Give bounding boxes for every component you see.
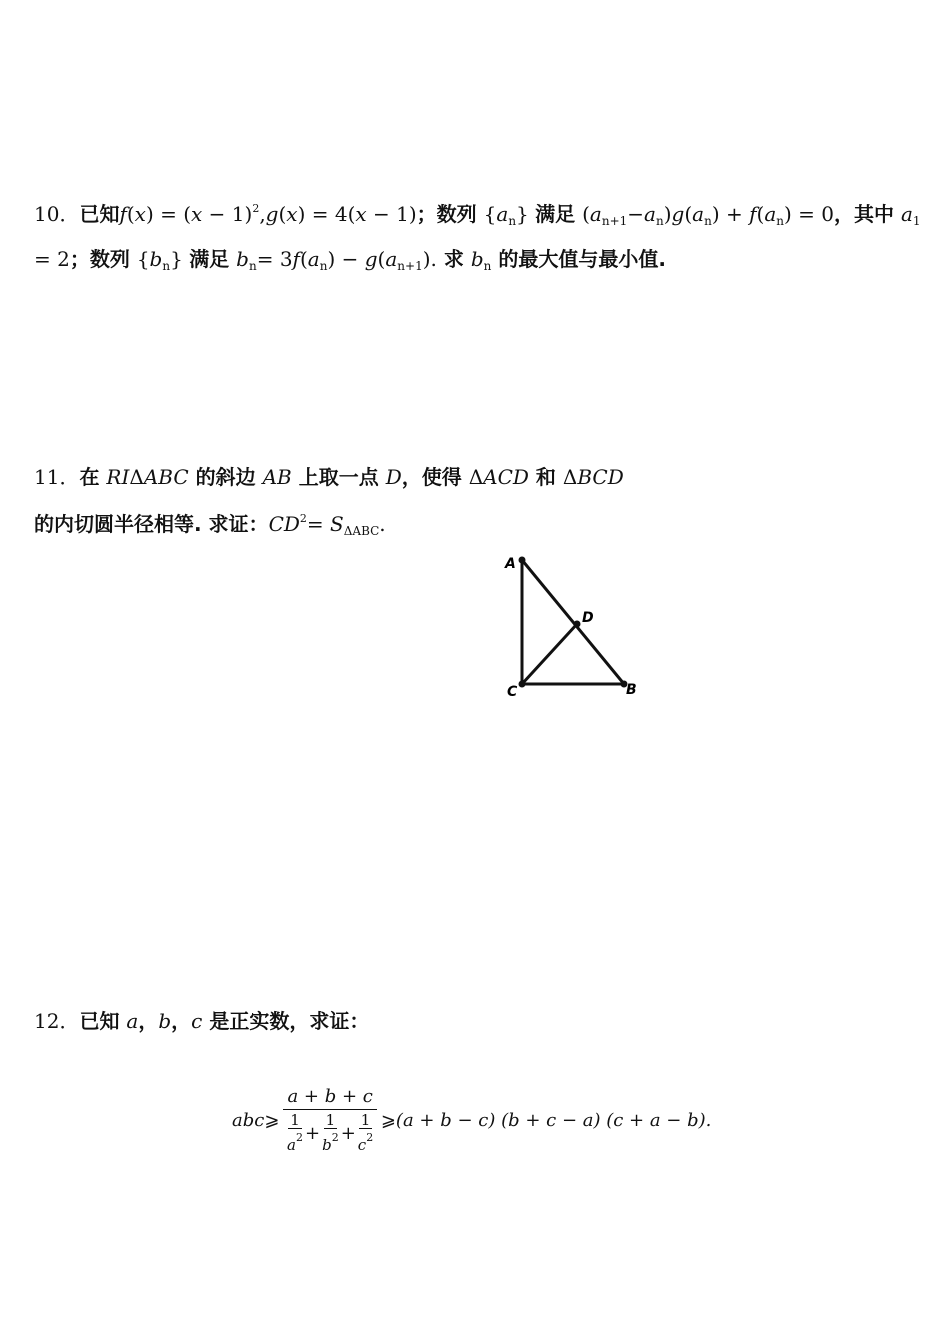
problem-10-text-2 bbox=[34, 247, 666, 271]
math-segment: , bbox=[259, 202, 266, 226]
math-segment: b bbox=[236, 247, 249, 271]
problem-10-line-1 bbox=[34, 198, 921, 228]
math-segment: n+1 bbox=[601, 214, 628, 228]
text-segment: 求 bbox=[436, 247, 471, 271]
inequality-formula bbox=[232, 1086, 711, 1154]
math-segment: f bbox=[119, 202, 127, 226]
math-segment: b bbox=[149, 247, 163, 271]
problem-10-number: 10． bbox=[34, 202, 80, 226]
math-segment: = bbox=[306, 512, 331, 536]
text-segment: 已知 bbox=[79, 1009, 127, 1033]
formula-fraction bbox=[283, 1086, 376, 1154]
formula-rhs: (a + b − c) (b + c − a) (c + a − b). bbox=[395, 1109, 712, 1131]
math-segment: n+1 bbox=[397, 259, 423, 273]
math-segment: ) bbox=[663, 202, 672, 226]
text-segment: ， bbox=[171, 1009, 192, 1033]
problem-11-number: 11． bbox=[34, 465, 80, 489]
math-segment: f bbox=[292, 247, 300, 271]
math-segment: n bbox=[319, 259, 328, 273]
math-segment: a bbox=[692, 202, 705, 226]
formula-geq-1: ⩾ bbox=[264, 1109, 280, 1131]
formula-lhs: abc bbox=[232, 1109, 265, 1131]
math-segment: n bbox=[776, 214, 784, 228]
math-segment: x bbox=[286, 202, 298, 226]
math-segment: a bbox=[900, 202, 913, 226]
math-segment: − bbox=[627, 202, 645, 226]
text-segment: 在 bbox=[79, 465, 107, 489]
math-segment: a bbox=[126, 1009, 139, 1033]
text-segment: ，使得 bbox=[401, 465, 469, 489]
math-segment: b bbox=[158, 1009, 172, 1033]
math-segment: ΔABC bbox=[343, 524, 380, 538]
math-segment: f bbox=[749, 202, 757, 226]
math-segment: − 1) bbox=[366, 202, 417, 226]
math-segment: } bbox=[516, 202, 536, 226]
math-segment: x bbox=[134, 202, 146, 226]
math-segment: n bbox=[655, 214, 664, 228]
problem-10-line-2 bbox=[34, 243, 666, 273]
math-segment: { bbox=[483, 202, 497, 226]
math-segment: ( bbox=[126, 202, 135, 226]
text-segment: 是正实数，求证： bbox=[202, 1009, 370, 1033]
problem-12-number: 12． bbox=[34, 1009, 80, 1033]
math-segment: x bbox=[191, 202, 203, 226]
text-segment: ，其中 bbox=[834, 202, 901, 226]
point-c bbox=[519, 681, 526, 688]
problem-11-line-1 bbox=[34, 461, 624, 490]
problem-12-text-1 bbox=[79, 1009, 369, 1033]
math-segment: AB bbox=[262, 465, 292, 489]
math-segment: c bbox=[191, 1009, 203, 1033]
math-segment: RI bbox=[106, 465, 130, 489]
math-segment: BCD bbox=[577, 465, 624, 489]
plus-2: + bbox=[340, 1122, 356, 1144]
label-d: D bbox=[582, 610, 594, 626]
text-segment: 上取一点 bbox=[291, 465, 386, 489]
math-segment: = 3 bbox=[256, 247, 293, 271]
math-segment: ( bbox=[299, 247, 308, 271]
math-segment: g bbox=[265, 202, 279, 226]
math-segment: a bbox=[496, 202, 509, 226]
math-segment: CD bbox=[268, 512, 300, 536]
math-segment: D bbox=[385, 465, 402, 489]
triangle-figure bbox=[498, 552, 648, 702]
math-segment: ) = 0 bbox=[784, 202, 834, 226]
math-segment: − 1) bbox=[202, 202, 253, 226]
math-segment: ) = 4( bbox=[297, 202, 356, 226]
math-segment: ABC bbox=[143, 465, 189, 489]
problem-11-line-2 bbox=[34, 508, 386, 538]
math-segment: n bbox=[704, 214, 712, 228]
problem-12-line-1 bbox=[34, 1005, 369, 1034]
math-segment: b bbox=[470, 247, 484, 271]
math-segment: ( bbox=[684, 202, 693, 226]
point-a bbox=[519, 557, 526, 564]
math-segment: ) − bbox=[327, 247, 365, 271]
problem-10-text-1 bbox=[79, 202, 920, 226]
text-segment: 的斜边 bbox=[188, 465, 263, 489]
math-segment: n bbox=[248, 259, 257, 273]
math-segment: n bbox=[162, 259, 171, 273]
math-segment: { bbox=[136, 247, 150, 271]
math-segment: ) = ( bbox=[145, 202, 192, 226]
math-segment: a bbox=[307, 247, 320, 271]
math-segment: a bbox=[644, 202, 656, 226]
fraction-denominator bbox=[285, 1110, 375, 1154]
math-segment: n bbox=[508, 214, 517, 228]
text-segment: 满足 bbox=[535, 202, 583, 226]
text-segment: ， bbox=[138, 1009, 159, 1033]
math-segment: = 2 bbox=[34, 247, 70, 271]
text-segment: 已知 bbox=[79, 202, 120, 226]
problem-11-text-1 bbox=[79, 465, 623, 489]
fraction-numerator: a + b + c bbox=[283, 1086, 376, 1110]
math-segment: Δ bbox=[468, 465, 484, 489]
label-a: A bbox=[505, 556, 516, 572]
formula-geq-2: ⩾ bbox=[380, 1109, 396, 1131]
math-segment: ( bbox=[278, 202, 287, 226]
reciprocal-c2: $\frac{1}{c^2}$ bbox=[357, 1111, 374, 1154]
math-segment: Δ bbox=[562, 465, 578, 489]
label-b: B bbox=[626, 682, 637, 698]
math-segment: x bbox=[355, 202, 367, 226]
text-segment: 和 bbox=[528, 465, 563, 489]
math-segment: a bbox=[764, 202, 777, 226]
label-c: C bbox=[507, 684, 518, 700]
text-segment: 的内切圆半径相等. 求证： bbox=[34, 512, 269, 536]
math-segment: a bbox=[589, 202, 602, 226]
reciprocal-b2: $\frac{1}{b^2}$ bbox=[322, 1111, 339, 1154]
math-segment: ACD bbox=[483, 465, 529, 489]
math-segment: S bbox=[330, 512, 344, 536]
math-segment: Δ bbox=[129, 465, 144, 489]
math-segment: 2 bbox=[299, 512, 307, 525]
math-segment: a bbox=[385, 247, 398, 271]
math-segment: ( bbox=[582, 202, 590, 226]
math-segment: 1 bbox=[912, 214, 921, 228]
math-segment: 2 bbox=[252, 202, 260, 215]
math-segment: ( bbox=[756, 202, 765, 226]
problem-11-text-2 bbox=[34, 512, 386, 536]
point-d bbox=[574, 621, 581, 628]
math-segment: } bbox=[170, 247, 190, 271]
math-segment: ) + bbox=[711, 202, 750, 226]
text-segment: 满足 bbox=[189, 247, 237, 271]
reciprocal-a2: 1 $a^2$ bbox=[287, 1111, 303, 1154]
text-segment: ；数列 bbox=[416, 202, 484, 226]
math-segment: ( bbox=[377, 247, 386, 271]
math-segment: n bbox=[483, 259, 492, 273]
plus-1: + bbox=[305, 1122, 321, 1144]
text-segment: 的最大值与最小值. bbox=[491, 247, 666, 271]
text-segment: ；数列 bbox=[69, 247, 137, 271]
segment-cd bbox=[522, 624, 577, 684]
math-segment: g bbox=[364, 247, 378, 271]
math-segment: . bbox=[379, 512, 386, 536]
math-segment: ). bbox=[422, 247, 437, 271]
math-segment: g bbox=[671, 202, 685, 226]
